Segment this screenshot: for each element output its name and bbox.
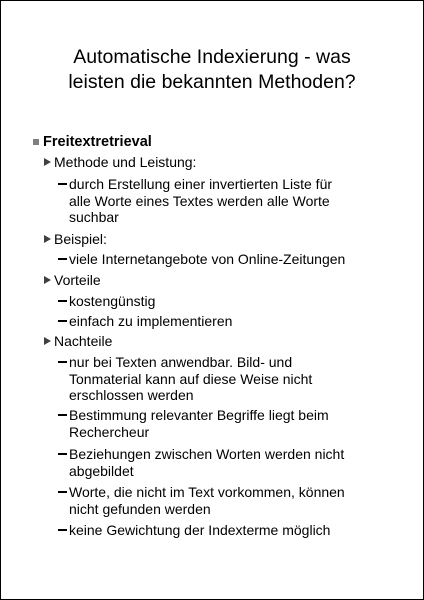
bullet-text-line: alle Worte eines Textes werden alle Worte (69, 192, 330, 209)
bullet-text (69, 293, 155, 310)
bullet-text-line: durch Erstellung einer invertierten Liste für (69, 176, 333, 192)
bullet-text (54, 154, 196, 171)
triangle-bullet-icon (44, 276, 51, 284)
bullet-text (69, 446, 344, 479)
dash-bullet-icon (58, 491, 67, 493)
dash-bullet-icon (58, 361, 67, 363)
bullet-text-line: Beziehungen zwischen Worten werden nicht (69, 446, 345, 462)
square-bullet-icon (33, 139, 39, 145)
dash-bullet-icon (58, 414, 67, 416)
bullet-text (69, 251, 345, 268)
triangle-bullet-icon (44, 158, 51, 166)
dash-bullet-icon (58, 183, 67, 185)
bullet-text (54, 231, 107, 248)
bullet-text-line: Tonmaterial kann auf diese Weise nicht (69, 370, 313, 387)
bullet-text (54, 272, 101, 289)
triangle-bullet-icon (44, 337, 51, 345)
bullet-text (69, 176, 332, 226)
bullet-text-line: Bestimmung relevanter Begriffe liegt beim (69, 407, 329, 423)
bullet-text-line: Worte, die nicht im Text vorkommen, können (69, 484, 345, 500)
bullet-text-line: Rechercheur (69, 423, 150, 440)
dash-bullet-icon (58, 453, 67, 455)
triangle-bullet-icon (44, 235, 51, 243)
bullet-text (69, 484, 345, 517)
bullet-text (43, 134, 152, 151)
slide-title-line: leisten die bekannten Methoden? (68, 71, 356, 93)
bullet-text-line: einfach zu implementieren (69, 313, 233, 329)
bullet-text-line: Nachteile (54, 333, 113, 349)
dash-bullet-icon (58, 258, 67, 260)
bullet-text-line: Methode und Leistung: (54, 154, 197, 170)
dash-bullet-icon (58, 320, 67, 322)
bullet-text (54, 333, 112, 350)
bullet-text (69, 354, 312, 404)
bullet-text-line: erschlossen werden (69, 387, 194, 403)
bullet-text (69, 522, 330, 539)
bullet-text-line: keine Gewichtung der Indexterme möglich (69, 522, 331, 538)
dash-bullet-icon (58, 529, 67, 531)
bullet-text-line: Vorteile (54, 272, 101, 288)
bullet-text-line: nicht gefunden werden (69, 500, 211, 517)
bullet-text-line: abgebildet (69, 462, 134, 479)
bullet-text-line: Freitextretrieval (43, 134, 152, 150)
slide-title-line: Automatische Indexierung - was (73, 46, 351, 68)
bullet-text (69, 313, 232, 330)
bullet-text-line: suchbar (69, 209, 119, 225)
bullet-text-line: viele Internetangebote von Online-Zeitungen (69, 251, 346, 267)
bullet-text-line: Beispiel: (54, 231, 107, 247)
bullet-text-line: nur bei Texten anwendbar. Bild- und (69, 354, 293, 370)
dash-bullet-icon (58, 300, 67, 302)
bullet-text (69, 407, 329, 440)
bullet-text-line: kostengünstig (69, 293, 156, 309)
slide-title (1, 45, 423, 95)
